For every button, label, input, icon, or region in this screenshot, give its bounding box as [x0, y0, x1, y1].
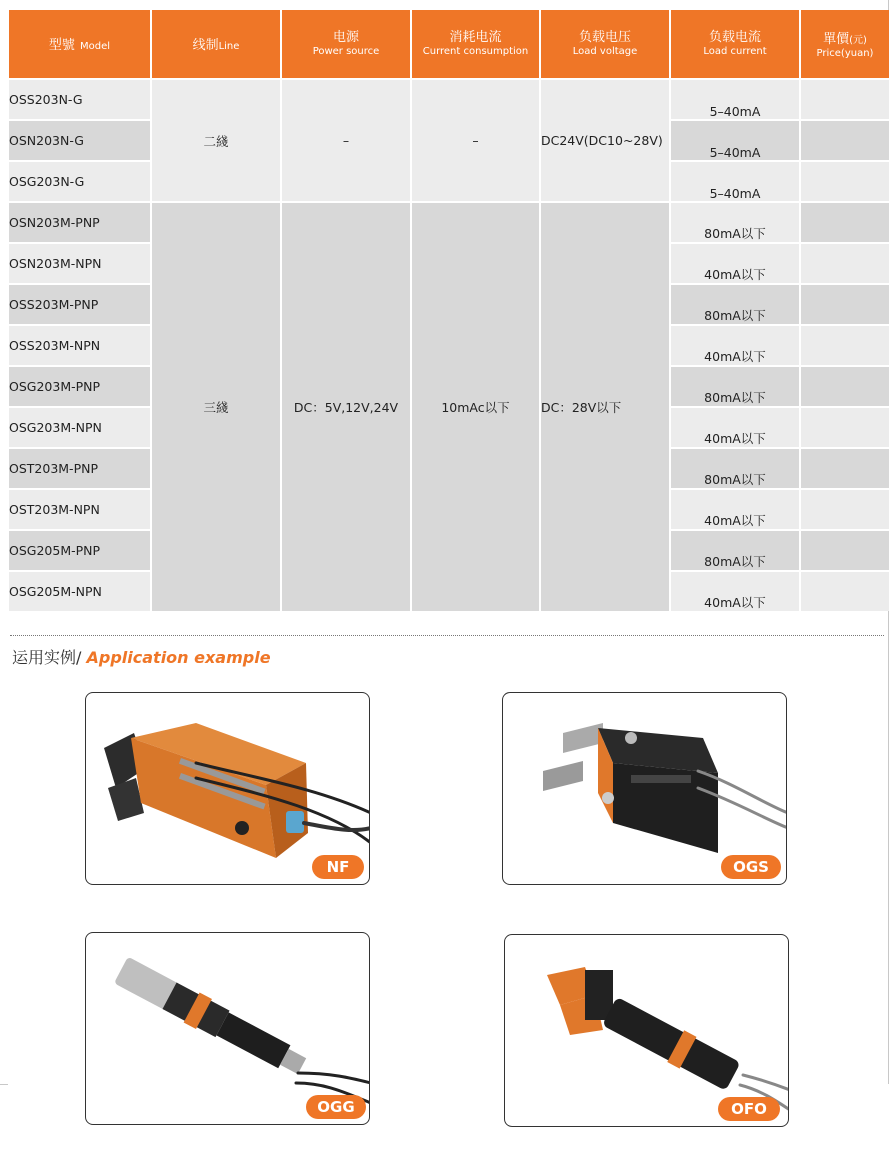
model-cell: OSS203N-G — [9, 79, 151, 120]
consumption-cell: – — [411, 79, 540, 202]
header-price: 單價(元) Price(yuan) — [800, 10, 889, 79]
model-cell: OSG203M-PNP — [9, 366, 151, 407]
load-current-cell: 40mA以下 — [670, 489, 800, 530]
load-current-cell: 40mA以下 — [670, 325, 800, 366]
price-cell — [800, 571, 889, 611]
model-cell: OSG205M-NPN — [9, 571, 151, 611]
model-cell: OST203M-NPN — [9, 489, 151, 530]
price-cell — [800, 407, 889, 448]
load-current-cell: 80mA以下 — [670, 202, 800, 243]
model-cell: OSG203M-NPN — [9, 407, 151, 448]
spec-table — [9, 10, 889, 611]
frame-line-bottom — [0, 1084, 8, 1085]
model-cell: OST203M-PNP — [9, 448, 151, 489]
example-card-ogg — [85, 932, 370, 1125]
line-cell: 三綫 — [151, 202, 281, 611]
load-current-cell: 80mA以下 — [670, 366, 800, 407]
load-current-cell: 5–40mA — [670, 120, 800, 161]
load-current-cell: 40mA以下 — [670, 571, 800, 611]
section-divider — [10, 635, 884, 636]
load-current-cell: 5–40mA — [670, 79, 800, 120]
header-load-current: 负载电流 Load current — [670, 10, 800, 79]
model-cell: OSN203N-G — [9, 120, 151, 161]
price-cell — [800, 120, 889, 161]
table-header-row — [9, 10, 889, 79]
load-voltage-cell: DC24V(DC10~28V) — [540, 79, 670, 202]
load-current-cell: 80mA以下 — [670, 448, 800, 489]
model-cell: OSG205M-PNP — [9, 530, 151, 571]
header-consumption: 消耗电流 Current consumption — [411, 10, 540, 79]
load-current-cell: 80mA以下 — [670, 284, 800, 325]
header-line: 线制Line — [151, 10, 281, 79]
model-cell: OSN203M-PNP — [9, 202, 151, 243]
price-cell — [800, 489, 889, 530]
price-cell — [800, 202, 889, 243]
header-power: 电源 Power source — [281, 10, 411, 79]
example-card-nf — [85, 692, 370, 885]
table-row — [9, 202, 889, 243]
price-cell — [800, 161, 889, 202]
example-label-ofo: OFO — [718, 1097, 780, 1121]
model-cell: OSS203M-PNP — [9, 284, 151, 325]
application-title: 运用实例/ Application example — [12, 648, 271, 667]
consumption-cell: 10mAc以下 — [411, 202, 540, 611]
price-cell — [800, 366, 889, 407]
price-cell — [800, 284, 889, 325]
model-cell: OSN203M-NPN — [9, 243, 151, 284]
price-cell — [800, 530, 889, 571]
price-cell — [800, 448, 889, 489]
price-cell — [800, 325, 889, 366]
load-current-cell: 40mA以下 — [670, 243, 800, 284]
load-voltage-cell: DC：28V以下 — [540, 202, 670, 611]
example-card-ofo — [504, 934, 789, 1127]
load-current-cell: 80mA以下 — [670, 530, 800, 571]
table-row — [9, 79, 889, 120]
header-model: 型號 Model — [9, 10, 151, 79]
line-cell: 二綫 — [151, 79, 281, 202]
example-card-ogs — [502, 692, 787, 885]
power-cell: – — [281, 79, 411, 202]
example-label-nf: NF — [312, 855, 364, 879]
example-label-ogs: OGS — [721, 855, 781, 879]
model-cell: OSG203N-G — [9, 161, 151, 202]
load-current-cell: 5–40mA — [670, 161, 800, 202]
price-cell — [800, 79, 889, 120]
example-label-ogg: OGG — [306, 1095, 366, 1119]
header-load-voltage: 负载电压 Load voltage — [540, 10, 670, 79]
model-cell: OSS203M-NPN — [9, 325, 151, 366]
load-current-cell: 40mA以下 — [670, 407, 800, 448]
power-cell: DC：5V,12V,24V — [281, 202, 411, 611]
price-cell — [800, 243, 889, 284]
